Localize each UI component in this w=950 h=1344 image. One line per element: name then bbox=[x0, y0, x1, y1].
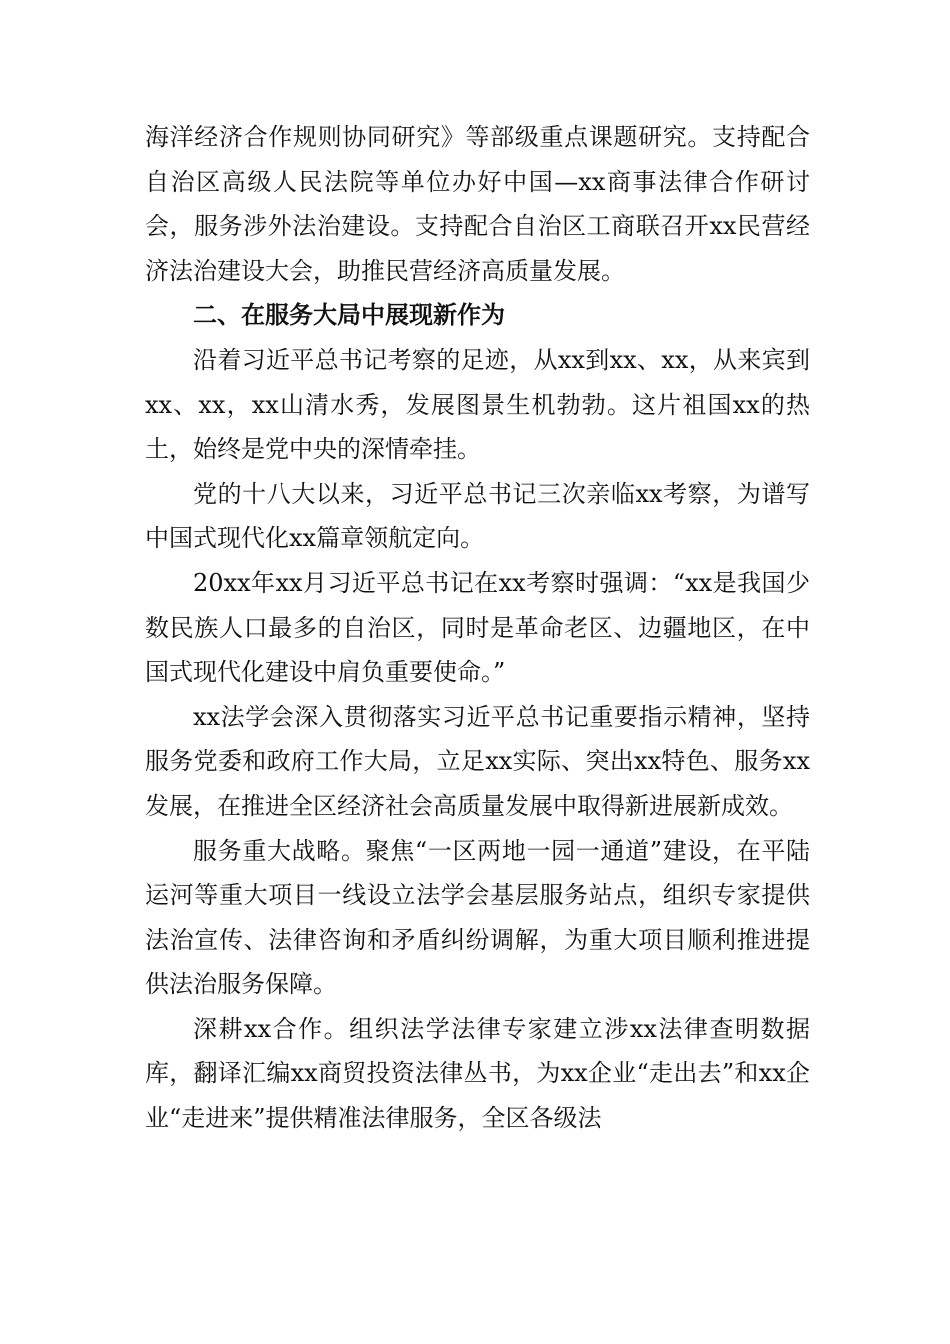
paragraph: 深耕xx合作。组织法学法律专家建立涉xx法律查明数据库，翻译汇编xx商贸投资法律丛书，为xx企业“走出去”和xx企业“走进来”提供精准法律服务，全区各级法 bbox=[145, 1014, 810, 1133]
section-heading: 二、在服务大局中展现新作为 bbox=[193, 301, 505, 330]
document-page bbox=[145, 115, 810, 1141]
paragraph: 党的十八大以来，习近平总书记三次亲临xx考察，为谱写中国式现代化xx篇章领航定向。 bbox=[145, 479, 810, 553]
paragraph: 20xx年xx月习近平总书记在xx考察时强调：“xx是我国少数民族人口最多的自治区，同时是革命老区、边疆地区，在中国式现代化建设中肩负重要使命。” bbox=[145, 568, 810, 687]
paragraph: 服务重大战略。聚焦“一区两地一园一通道”建设，在平陆运河等重大项目一线设立法学会基层服务站点，组织专家提供法治宣传、法律咨询和矛盾纠纷调解，为重大项目顺利推进提供法治服务保障。 bbox=[145, 836, 810, 999]
paragraph-continuation: 海洋经济合作规则协同研究》等部级重点课题研究。支持配合自治区高级人民法院等单位办好中国—xx商事法律合作研讨会，服务涉外法治建设。支持配合自治区工商联召开xx民营经济法治建设大会，助推民营经济高质量发展。 bbox=[145, 123, 810, 285]
paragraph: 沿着习近平总书记考察的足迹，从xx到xx、xx，从来宾到xx、xx，xx山清水秀，发展图景生机勃勃。这片祖国xx的热土，始终是党中央的深情牵挂。 bbox=[145, 345, 810, 464]
paragraph: xx法学会深入贯彻落实习近平总书记重要指示精神，坚持服务党委和政府工作大局，立足xx实际、突出xx特色、服务xx发展，在推进全区经济社会高质量发展中取得新进展新成效。 bbox=[145, 702, 810, 820]
